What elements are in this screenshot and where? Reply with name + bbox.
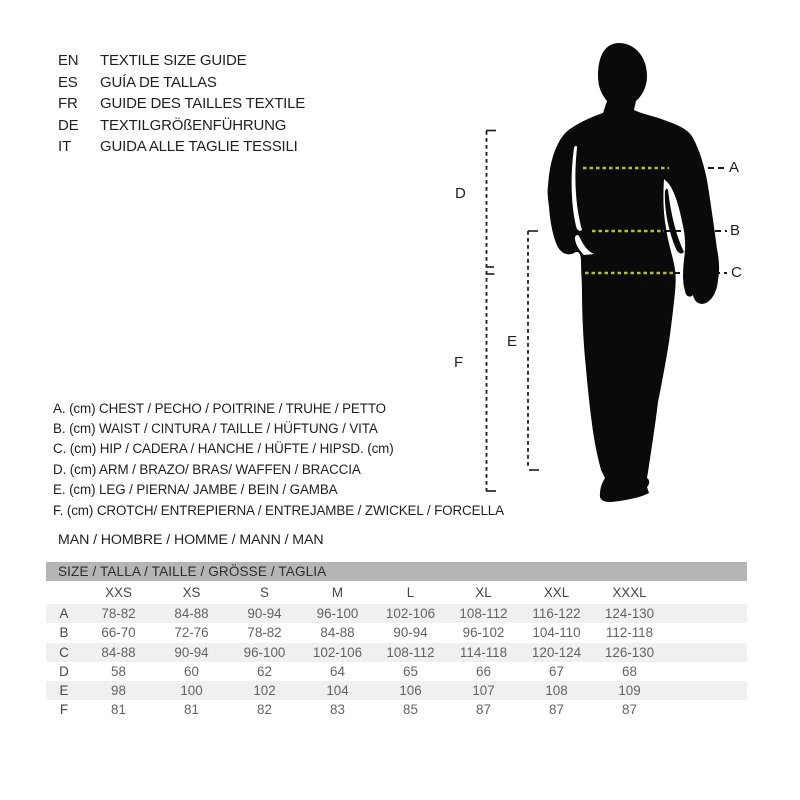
legend-item: F. (cm) CROTCH/ ENTREPIERNA / ENTREJAMBE / ZWICKEL / FORCELLA	[53, 502, 504, 518]
row-label: F	[59, 702, 69, 718]
language-title: TEXTILE SIZE GUIDE	[100, 52, 247, 70]
cell: 108-112	[459, 606, 508, 621]
marker-arm-d: D	[455, 185, 466, 202]
column-header: XXL	[543, 585, 570, 600]
language-title: GUÍA DE TALLAS	[100, 73, 217, 91]
cell: 81	[111, 702, 126, 718]
cell: 81	[184, 702, 199, 718]
language-code: ES	[58, 73, 78, 91]
cell: 96-102	[462, 625, 505, 641]
cell: 96-100	[316, 606, 359, 621]
column-header: M	[331, 585, 344, 600]
cell: 87	[476, 702, 491, 718]
column-header: XXXL	[612, 585, 647, 600]
cell: 104	[326, 683, 349, 699]
cell: 98	[111, 683, 126, 699]
cell: 72-76	[174, 625, 209, 641]
row-label: B	[59, 625, 69, 641]
cell: 108	[545, 683, 568, 699]
row-label: D	[59, 663, 69, 679]
cell: 84-88	[174, 606, 209, 621]
table-row	[46, 604, 747, 623]
size-table	[46, 562, 747, 720]
language-code: FR	[58, 95, 78, 113]
filler-cell	[666, 581, 747, 604]
cell: 78-82	[101, 606, 136, 621]
language-code: DE	[58, 116, 79, 134]
cell: 108-112	[386, 644, 435, 660]
language-title: GUIDA ALLE TAGLIE TESSILI	[100, 138, 298, 156]
column-header: XS	[182, 585, 201, 600]
filler-cell	[666, 681, 747, 700]
cell: 68	[622, 663, 637, 679]
table-row	[46, 662, 747, 681]
cell: 90-94	[393, 625, 428, 641]
cell: 66	[476, 663, 491, 679]
cell: 65	[403, 663, 418, 679]
cell: 64	[330, 663, 345, 679]
cell: 90-94	[174, 644, 209, 660]
gender-line: MAN / HOMBRE / HOMME / MANN / MAN	[58, 532, 324, 548]
marker-chest-a: A	[729, 159, 740, 176]
language-title: GUIDE DES TAILLES TEXTILE	[100, 95, 306, 113]
cell: 58	[111, 663, 126, 679]
language-title: TEXTILGRÖßENFÜHRUNG	[100, 116, 287, 134]
column-header: L	[406, 585, 415, 600]
cell: 114-118	[459, 644, 508, 660]
cell: 96-100	[243, 644, 286, 660]
cell: 102-106	[385, 606, 436, 621]
filler-cell	[666, 662, 747, 681]
marker-waist-b: B	[730, 222, 741, 239]
cell: 102	[253, 683, 276, 699]
legend-item: A. (cm) CHEST / PECHO / POITRINE / TRUHE / PETTO	[53, 400, 386, 416]
cell: 60	[184, 663, 199, 679]
cell: 66-70	[101, 625, 136, 641]
filler-cell	[666, 623, 747, 642]
measurement-legend	[53, 398, 504, 520]
marker-hip-c: C	[731, 264, 742, 281]
marker-leg-e: E	[507, 333, 518, 350]
cell: 87	[622, 702, 637, 718]
filler-cell	[666, 604, 747, 623]
corner-cell	[46, 581, 82, 604]
cell: 120-124	[531, 644, 582, 660]
cell: 87	[549, 702, 564, 718]
cell: 82	[257, 702, 272, 718]
filler-cell	[666, 643, 747, 662]
cell: 67	[549, 663, 564, 679]
cell: 100	[180, 683, 203, 699]
column-header: S	[260, 585, 269, 600]
language-code: EN	[58, 52, 79, 70]
language-code: IT	[58, 138, 71, 156]
legend-item: B. (cm) WAIST / CINTURA / TAILLE / HÜFTUNG / VITA	[53, 421, 378, 437]
column-header: XXS	[105, 585, 132, 600]
filler-cell	[666, 700, 747, 719]
cell: 85	[403, 702, 418, 718]
table-row	[46, 700, 747, 719]
cell: 112-118	[605, 625, 654, 641]
cell: 90-94	[247, 606, 282, 621]
cell: 62	[257, 663, 272, 679]
cell: 84-88	[101, 644, 136, 660]
marker-crotch-f: F	[454, 354, 464, 371]
table-row	[46, 623, 747, 642]
cell: 124-130	[604, 606, 655, 621]
legend-item: D. (cm) ARM / BRAZO/ BRAS/ WAFFEN / BRACCIA	[53, 461, 361, 477]
row-label: E	[59, 683, 69, 699]
row-label: A	[59, 606, 69, 621]
cell: 104-110	[532, 625, 581, 641]
column-header: XL	[475, 585, 492, 600]
cell: 83	[330, 702, 345, 718]
cell: 126-130	[604, 644, 655, 660]
cell: 102-106	[312, 644, 363, 660]
table-row	[46, 643, 747, 662]
table-row	[46, 681, 747, 700]
size-column-header-row	[46, 581, 747, 604]
legend-item: E. (cm) LEG / PIERNA/ JAMBE / BEIN / GAMBA	[53, 482, 338, 498]
row-label: C	[59, 644, 69, 660]
cell: 78-82	[247, 625, 282, 641]
cell: 107	[472, 683, 495, 699]
cell: 84-88	[320, 625, 355, 641]
cell: 116-122	[532, 606, 581, 621]
legend-item: C. (cm) HIP / CADERA / HANCHE / HÜFTE / HIPSD. (cm)	[53, 441, 394, 457]
cell: 109	[618, 683, 641, 699]
size-table-header: SIZE / TALLA / TAILLE / GRÖSSE / TAGLIA	[46, 562, 747, 581]
cell: 106	[399, 683, 422, 699]
